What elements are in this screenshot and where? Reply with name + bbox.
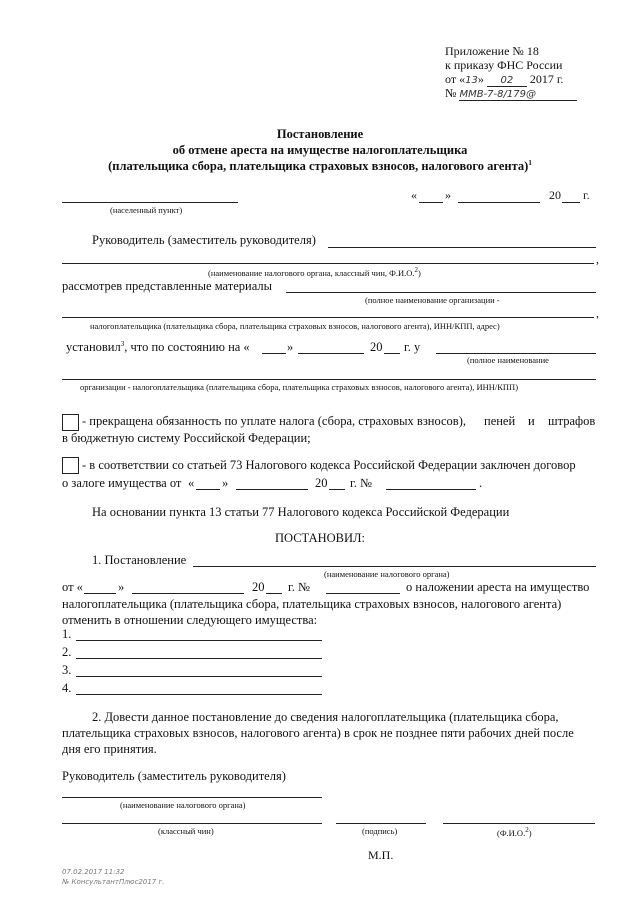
place-line[interactable] bbox=[62, 202, 238, 203]
annex-number: № ММВ-7-8/179@ bbox=[445, 86, 577, 101]
option1-word-penalties: пеней bbox=[484, 414, 516, 428]
place-year-label: 20 bbox=[549, 188, 561, 202]
reviewed-comma: , bbox=[596, 306, 599, 320]
item1-list-4: 4. bbox=[62, 681, 72, 695]
established-year-line[interactable] bbox=[384, 353, 400, 354]
place-year-line[interactable] bbox=[562, 202, 580, 203]
item1-year-suffix: г. № bbox=[288, 580, 310, 594]
item2-line3: дня его принятия. bbox=[62, 742, 157, 756]
item1-caption: (наименование налогового органа) bbox=[324, 569, 450, 579]
item1-text3: отменить в отношении следующего имущества: bbox=[62, 613, 318, 627]
item1-label: 1. Постановление bbox=[92, 553, 187, 567]
reviewed-line2[interactable] bbox=[62, 317, 594, 318]
place-date-open: « bbox=[411, 188, 417, 202]
annex-line1: Приложение № 18 bbox=[445, 44, 539, 58]
item1-year-line[interactable] bbox=[266, 593, 282, 594]
option2-checkbox[interactable] bbox=[62, 457, 79, 474]
signature-name-line[interactable] bbox=[443, 823, 595, 824]
option2-year-line[interactable] bbox=[329, 489, 345, 490]
title-line1: Постановление bbox=[276, 127, 364, 141]
option1-checkbox[interactable] bbox=[62, 414, 79, 431]
signature-label: Руководитель (заместитель руководителя) bbox=[62, 769, 286, 783]
signature-sign-line[interactable] bbox=[336, 823, 426, 824]
option2-number-line[interactable] bbox=[386, 489, 476, 490]
item1-from-open: от « bbox=[62, 580, 83, 594]
basis-text: На основании пункта 13 статьи 77 Налогового кодекса Российской Федерации bbox=[92, 505, 510, 519]
title-line2: об отмене ареста на имуществе налогоплательщика bbox=[172, 143, 468, 157]
item1-list-1: 1. bbox=[62, 627, 72, 641]
signature-rank-caption: (классный чин) bbox=[158, 826, 214, 836]
established-year-label: 20 bbox=[370, 340, 383, 354]
item2-line1: 2. Довести данное постановление до сведения налогоплательщика (плательщика сбора, bbox=[92, 710, 559, 724]
option2-end: . bbox=[479, 476, 483, 490]
option2-line1: - в соответствии со статьей 73 Налогового кодекса Российской Федерации заключен договор bbox=[82, 458, 576, 472]
annex-number-value: ММВ-7-8/179@ bbox=[459, 89, 577, 101]
head-label: Руководитель (заместитель руководителя) bbox=[92, 233, 316, 247]
item1-from-close: » bbox=[118, 580, 125, 594]
option2-date-close: » bbox=[222, 476, 229, 490]
option2-line2-prefix: о залоге имущества от bbox=[62, 476, 182, 490]
item1-year-label: 20 bbox=[252, 580, 265, 594]
established-org-line1[interactable] bbox=[436, 353, 596, 354]
established-year-suffix: г. у bbox=[404, 340, 421, 354]
option2-day-line[interactable] bbox=[196, 489, 220, 490]
signature-org-caption: (наименование налогового органа) bbox=[120, 800, 246, 810]
item1-list-line-2[interactable] bbox=[76, 658, 322, 659]
item1-month-line[interactable] bbox=[132, 593, 244, 594]
annex-date-month: 02 bbox=[487, 75, 527, 87]
item1-list-line-4[interactable] bbox=[76, 694, 322, 695]
footer-stamp-1: 07.02.2017 11:32 bbox=[62, 868, 125, 876]
item1-text2: налогоплательщика (плательщика сбора, плательщика страховых взносов, налогового агента) bbox=[62, 597, 562, 611]
option1-word-and: и bbox=[528, 414, 535, 428]
option2-month-line[interactable] bbox=[236, 489, 308, 490]
head-line2[interactable] bbox=[62, 263, 594, 264]
place-caption: (населенный пункт) bbox=[110, 205, 183, 215]
place-date-month-line[interactable] bbox=[458, 202, 540, 203]
item1-number-line[interactable] bbox=[326, 593, 400, 594]
item1-org-line[interactable] bbox=[193, 566, 596, 567]
established-date-close: » bbox=[287, 340, 294, 354]
annex-date-day: 13 bbox=[465, 75, 478, 86]
decided-heading: ПОСТАНОВИЛ: bbox=[275, 531, 365, 545]
option2-date-open: « bbox=[188, 476, 195, 490]
established-org-line2[interactable] bbox=[62, 379, 596, 380]
annex-line2: к приказу ФНС России bbox=[445, 58, 563, 72]
reviewed-caption1: (полное наименование организации - bbox=[365, 295, 500, 305]
place-date-day-line[interactable] bbox=[419, 202, 443, 203]
stamp-place: М.П. bbox=[368, 848, 394, 862]
head-caption: (наименование налогового органа, классный чин, Ф.И.О.$^2$) bbox=[208, 266, 421, 278]
footer-stamp-2: № КонсультантПлюс2017 г. bbox=[62, 878, 165, 886]
head-comma: , bbox=[596, 252, 599, 266]
option1-line2: в бюджетную систему Российской Федерации; bbox=[62, 431, 311, 445]
item1-list-3: 3. bbox=[62, 663, 72, 677]
item1-list-line-1[interactable] bbox=[76, 640, 322, 641]
item1-list-line-3[interactable] bbox=[76, 676, 322, 677]
option2-year-label: 20 bbox=[315, 476, 328, 490]
option1-word-fines: штрафов bbox=[548, 414, 596, 428]
item1-text1: о наложении ареста на имущество bbox=[406, 580, 590, 594]
reviewed-caption2: налогоплательщика (плательщика сбора, плательщика страховых взносов, налогового агента), ИНН/КПП, адрес) bbox=[90, 321, 500, 331]
established-caption2: организации - налогоплательщика (плательщика сбора, плательщика страховых взносов, налогового агента), ИНН/КПП) bbox=[80, 382, 519, 392]
reviewed-line1[interactable] bbox=[286, 292, 596, 293]
established-caption1: (полное наименование bbox=[467, 355, 549, 365]
signature-sign-caption: (подпись) bbox=[362, 826, 398, 836]
item1-day-line[interactable] bbox=[84, 593, 116, 594]
reviewed-label: рассмотрев представленные материалы bbox=[62, 279, 272, 293]
item1-list-2: 2. bbox=[62, 645, 72, 659]
place-date-close: » bbox=[445, 188, 451, 202]
signature-rank-line[interactable] bbox=[62, 823, 322, 824]
established-day-line[interactable] bbox=[262, 353, 286, 354]
title-line3: (плательщика сбора, плательщика страховых взносов, налогового агента)$^1$ bbox=[108, 159, 532, 174]
item2-line2: плательщика страховых взносов, налогового агента) в срок не позднее пяти рабочих дней после bbox=[62, 726, 574, 740]
head-line1[interactable] bbox=[328, 247, 596, 248]
option2-year-suffix: г. № bbox=[350, 476, 372, 490]
annex-date: от «13» 02 2017 г. bbox=[445, 72, 564, 86]
signature-name-caption: (Ф.И.О.$^2$) bbox=[497, 826, 532, 838]
place-year-suffix: г. bbox=[583, 188, 590, 202]
signature-org-line[interactable] bbox=[62, 797, 322, 798]
established-month-line[interactable] bbox=[298, 353, 364, 354]
established-label: установил$^3$, что по состоянию на « bbox=[66, 340, 250, 355]
option1-line1: - прекращена обязанность по уплате налога (сбора, страховых взносов), bbox=[82, 414, 466, 428]
